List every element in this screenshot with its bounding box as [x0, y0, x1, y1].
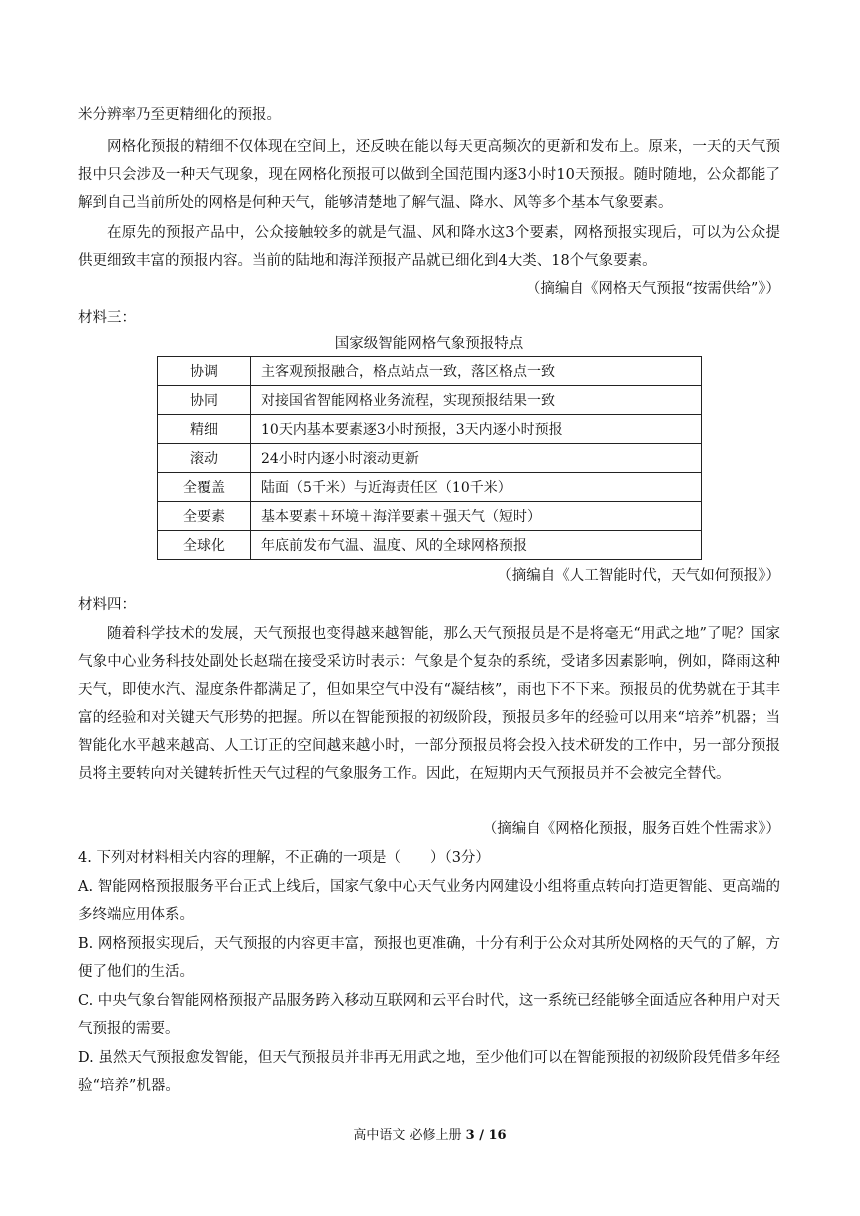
table-cell-feature: 精细: [158, 415, 251, 444]
paragraph-continued: 米分辨率乃至更精细化的预报。: [78, 107, 281, 123]
table-cell-description: 对接国省智能网格业务流程，实现预报结果一致: [251, 386, 702, 415]
table-cell-description: 陆面（5千米）与近海责任区（10千米）: [251, 473, 702, 502]
material4-label: 材料四：: [78, 597, 136, 613]
question-stem: 4. 下列对材料相关内容的理解，不正确的一项是（ ）（3分）: [78, 850, 490, 866]
table-row: [158, 444, 702, 473]
table-cell-feature: 协同: [158, 386, 251, 415]
material3-label: 材料三：: [78, 310, 136, 326]
table-cell-feature: 全球化: [158, 531, 251, 560]
option-b: B. 网格预报实现后，天气预报的内容更丰富，预报也更准确，十分有利于公众对其所处网格的天气的了解，方便了他们的生活。: [78, 936, 780, 980]
table-row: [158, 386, 702, 415]
page-number: 3 / 16: [465, 1128, 507, 1143]
table-row: [158, 531, 702, 560]
table-cell-description: 24小时内逐小时滚动更新: [251, 444, 702, 473]
table-cell-feature: 协调: [158, 357, 251, 386]
table-cell-description: 基本要素＋环境＋海洋要素＋强天气（短时）: [251, 502, 702, 531]
page-footer: [0, 1126, 860, 1146]
table-row: [158, 502, 702, 531]
source-citation-material3: （摘编自《人工智能时代，天气如何预报》）: [497, 568, 780, 584]
paragraph-grid-precision: 网格化预报的精细不仅体现在空间上，还反映在能以每天更高频次的更新和发布上。原来，一天的天气预报中只会涉及一种天气现象，现在网格化预报可以做到全国范围内逐3小时10天预报。随时随地，公众都能了解到自己当前所处的网格是何种天气，能够清楚地了解气温、降水、风等多个基本气象要素。: [78, 139, 780, 211]
table-row: [158, 357, 702, 386]
table-row: [158, 415, 702, 444]
option-d: D. 虽然天气预报愈发智能，但天气预报员并非再无用武之地，至少他们可以在智能预报的初级阶段凭借多年经验“培养”机器。: [78, 1050, 780, 1094]
source-citation-material4: （摘编自《网格化预报，服务百姓个性需求》）: [482, 821, 780, 837]
footer-text: 高中语文 必修上册: [353, 1128, 466, 1143]
table-title: 国家级智能网格气象预报特点: [334, 336, 524, 352]
table-cell-description: 主客观预报融合，格点站点一致，落区格点一致: [251, 357, 702, 386]
features-table: [157, 356, 702, 560]
table-cell-description: 10天内基本要素逐3小时预报，3天内逐小时预报: [251, 415, 702, 444]
option-c: C. 中央气象台智能网格预报产品服务跨入移动互联网和云平台时代，这一系统已经能够全面适应各种用户对天气预报的需要。: [78, 993, 780, 1037]
option-a: A. 智能网格预报服务平台正式上线后，国家气象中心天气业务内网建设小组将重点转向打造更智能、更高端的多终端应用体系。: [78, 879, 780, 923]
table-cell-feature: 全覆盖: [158, 473, 251, 502]
table-cell-feature: 全要素: [158, 502, 251, 531]
paragraph-elements: 在原先的预报产品中，公众接触较多的就是气温、风和降水这3个要素，网格预报实现后，可以为公众提供更细致丰富的预报内容。当前的陆地和海洋预报产品就已细化到4大类、18个气象要素。: [78, 225, 780, 269]
table-row: [158, 473, 702, 502]
paragraph-material4: 随着科学技术的发展，天气预报也变得越来越智能，那么天气预报员是不是将毫无“用武之地”了呢？国家气象中心业务科技处副处长赵瑞在接受采访时表示：气象是个复杂的系统，受诸多因素影响，例如，降雨这种天气，即使水汽、湿度条件都满足了，但如果空气中没有“凝结核”，雨也下不下来。预报员的优势就在于其丰富的经验和对关键天气形势的把握。所以在智能预报的初级阶段，预报员多年的经验可以用来“培养”机器；当智能化水平越来越高、人工订正的空间越来越小时，一部分预报员将会投入技术研发的工作中，另一部分预报员将主要转向对关键转折性天气过程的气象服务工作。因此，在短期内天气预报员并不会被完全替代。: [78, 626, 780, 782]
source-citation-material2: （摘编自《网格天气预报“按需供给”》）: [525, 281, 780, 297]
table-cell-feature: 滚动: [158, 444, 251, 473]
table-cell-description: 年底前发布气温、温度、风的全球网格预报: [251, 531, 702, 560]
